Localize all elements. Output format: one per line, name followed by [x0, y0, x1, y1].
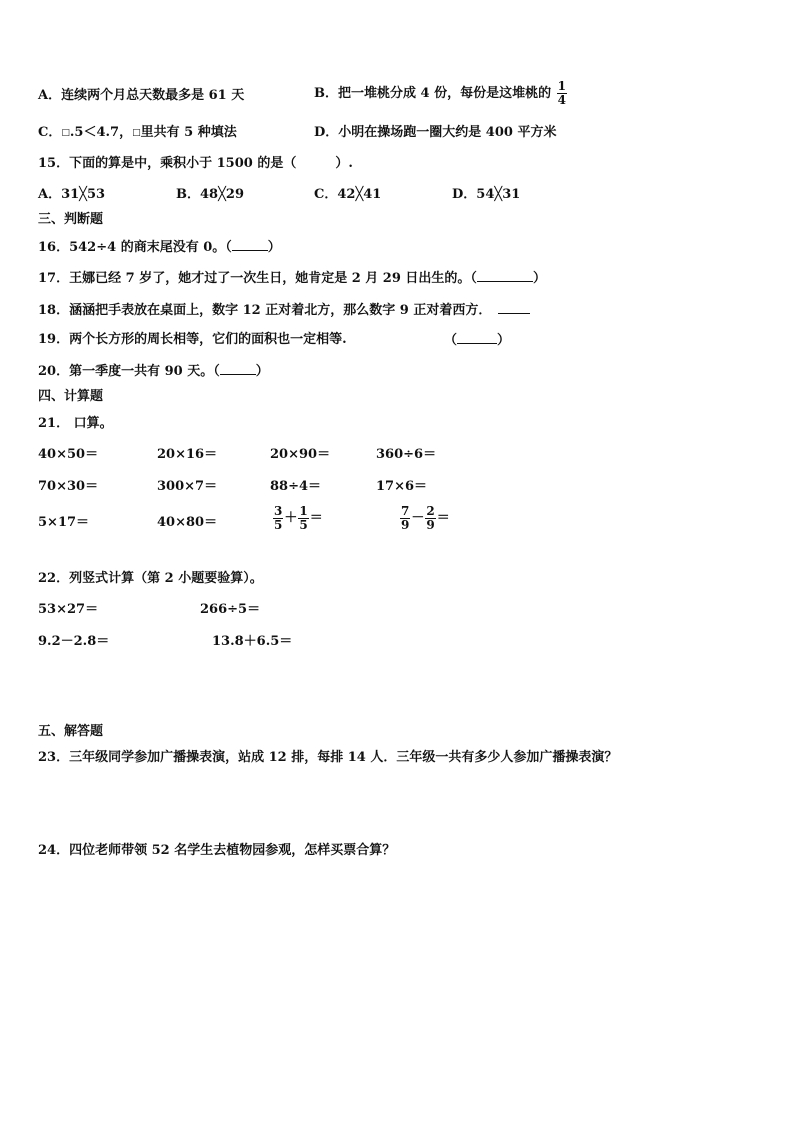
answer-blank[interactable] [498, 302, 530, 314]
q21-item: 40×50＝ [38, 447, 99, 462]
fraction-denominator: 5 [299, 518, 308, 532]
answer-blank[interactable] [220, 363, 256, 375]
fraction-denominator: 9 [401, 518, 410, 532]
q24: 24．四位老师带领 52 名学生去植物园参观，怎样买票合算？ [38, 843, 396, 858]
fraction [400, 505, 410, 532]
q14-option-c [38, 125, 237, 141]
q15-option-b: B．48╳29 [176, 187, 244, 202]
q22-stem: 22．列竖式计算（第 2 小题要验算）。 [38, 571, 263, 586]
q21-item: 5×17＝ [38, 515, 90, 530]
q21-fraction-expression-1 [272, 505, 323, 532]
q15-stem: 15．下面的算是中，乘积小于 1500 的是（ ）. [38, 156, 353, 171]
q19-open: （ [444, 333, 458, 348]
q21-item: 40×80＝ [157, 515, 218, 530]
operator: ＋ [284, 510, 298, 526]
q17-text: 17．王娜已经 7 岁了，她才过了一次生日，她肯定是 2 月 29 日出生的。（ [38, 271, 477, 286]
fraction-numerator: 3 [274, 504, 283, 518]
q21-fraction-expression-2 [399, 505, 450, 532]
fraction-numerator: 1 [299, 504, 308, 518]
fraction [425, 505, 435, 532]
q21-item: 70×30＝ [38, 479, 99, 494]
q15-option-d: D．54╳31 [452, 187, 521, 202]
fraction-numerator: 1 [557, 79, 566, 93]
q15-option-c: C．42╳41 [314, 187, 382, 202]
q14-option-c-suffix: 里共有 5 种填法 [140, 125, 237, 140]
q20-text: 20．第一季度一共有 90 天。（ [38, 364, 220, 379]
q21-item: 360÷6＝ [376, 447, 437, 462]
q14-option-c-label: C． [38, 125, 62, 140]
q17-close: ） [532, 271, 546, 286]
q20-close: ） [255, 364, 269, 379]
blank-box-icon: □ [61, 128, 70, 138]
fraction [298, 505, 308, 532]
fraction-denominator: 5 [274, 518, 283, 532]
answer-blank[interactable] [232, 239, 268, 251]
q21-item: 300×7＝ [157, 479, 218, 494]
q21-item: 20×16＝ [157, 447, 218, 462]
q21-item: 20×90＝ [270, 447, 331, 462]
q22-item: 53×27＝ [38, 602, 99, 617]
fraction [273, 505, 283, 532]
q14-option-b-fraction [557, 80, 567, 107]
q16-text: 16．542÷4 的商末尾没有 0。（ [38, 240, 232, 255]
q14-option-c-inequality: .5＜4.7， [69, 125, 133, 140]
q21-item: 88÷4＝ [270, 479, 322, 494]
q16 [38, 239, 281, 256]
q15-option-a: A．31╳53 [38, 187, 106, 202]
section-heading-judgement: 三、判断题 [38, 212, 104, 227]
fraction-denominator: 9 [426, 518, 435, 532]
section-heading-word-problems: 五、解答题 [38, 724, 104, 739]
q22-item: 9.2－2.8＝ [38, 634, 110, 649]
blank-box-icon: □ [132, 128, 141, 138]
q18-text: 18．涵涵把手表放在桌面上，数字 12 正对着北方，那么数字 9 正对着西方． [38, 303, 492, 318]
q22-item: 266÷5＝ [200, 602, 261, 617]
q19-text: 19．两个长方形的周长相等，它们的面积也一定相等. [38, 332, 347, 347]
equals-sign: ＝ [309, 510, 323, 526]
q19-close: ） [497, 333, 511, 348]
operator: － [411, 510, 425, 526]
q22-item: 13.8＋6.5＝ [212, 634, 293, 649]
q23: 23．三年级同学参加广播操表演，站成 12 排，每排 14 人．三年级一共有多少人参加广播操表演？ [38, 750, 618, 765]
q16-close: ） [267, 240, 281, 255]
q21-item: 17×6＝ [376, 479, 428, 494]
q14-option-b [314, 80, 568, 107]
fraction-numerator: 7 [401, 504, 410, 518]
section-heading-calculation: 四、计算题 [38, 389, 104, 404]
fraction-denominator: 4 [557, 93, 566, 107]
q14-option-d: D．小明在操场跑一圈大约是 400 平方米 [314, 125, 557, 140]
equals-sign: ＝ [436, 510, 450, 526]
q17 [38, 270, 546, 287]
answer-blank[interactable] [457, 332, 497, 344]
q19-answer [444, 332, 510, 349]
q20 [38, 363, 269, 380]
answer-blank[interactable] [477, 270, 533, 282]
q14-option-a: A．连续两个月总天数最多是 61 天 [38, 88, 245, 103]
q14-option-b-text: B．把一堆桃分成 4 份，每份是这堆桃的 [314, 85, 552, 101]
q21-stem: 21． 口算。 [38, 416, 113, 431]
q18 [38, 302, 530, 319]
fraction-numerator: 2 [426, 504, 435, 518]
